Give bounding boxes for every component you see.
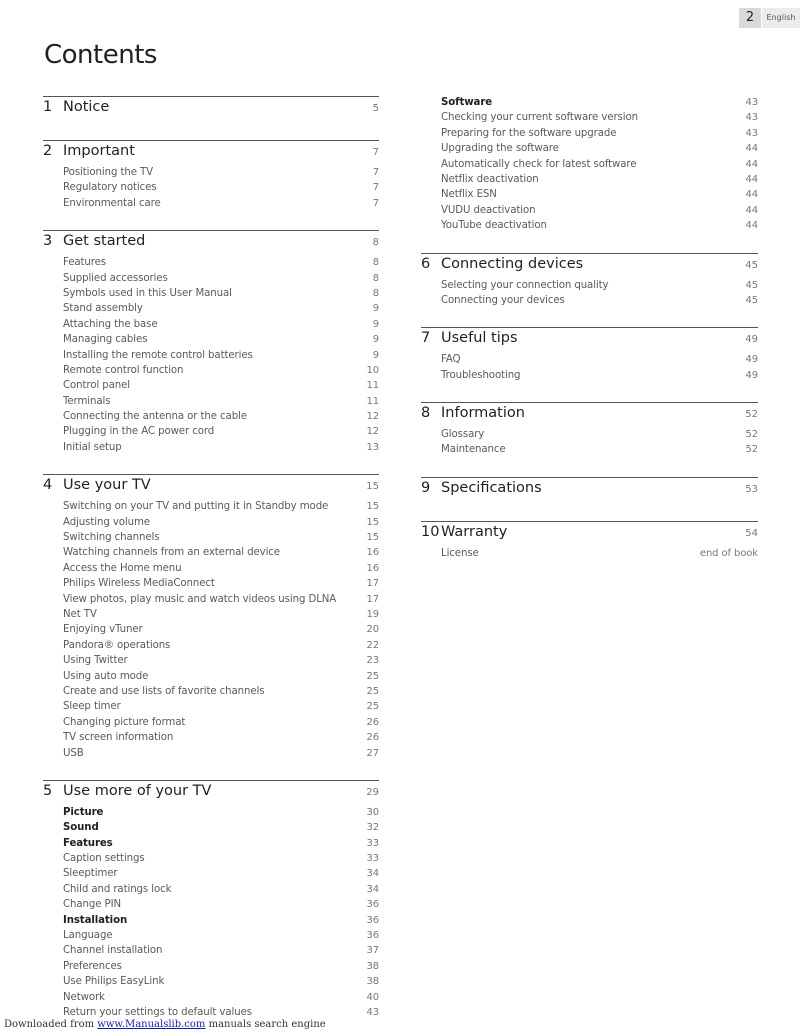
section-number: 10 [421, 523, 440, 540]
toc-entry-label: VUDU deactivation [441, 204, 536, 216]
toc-entry-page: 26 [366, 716, 379, 728]
section-number: 8 [421, 405, 431, 422]
toc-entry-label: FAQ [441, 354, 461, 366]
toc-entry-page: 10 [366, 364, 379, 376]
toc-entry[interactable] [43, 257, 379, 272]
toc-entry-page: 40 [366, 991, 379, 1003]
toc-entry-label: Change PIN [63, 899, 122, 911]
toc-entry-page: 8 [372, 257, 379, 269]
toc-entry-label: Stand assembly [63, 303, 143, 315]
toc-entry-page: 17 [366, 578, 379, 590]
toc-entry-page: 43 [366, 1006, 379, 1018]
toc-entry-page: 34 [366, 883, 379, 895]
toc-entry[interactable] [43, 350, 379, 365]
toc-entry[interactable] [43, 748, 379, 763]
toc-entry-page: 9 [372, 334, 379, 346]
toc-entry-label: Sleeptimer [63, 868, 118, 880]
toc-entry[interactable] [421, 143, 758, 158]
section-page: 7 [372, 147, 379, 158]
toc-entry-label: Use Philips EasyLink [63, 976, 165, 988]
toc-entry-label: Adjusting volume [63, 516, 150, 528]
toc-entry-label: Automatically check for latest software [441, 158, 637, 170]
toc-section-heading[interactable] [421, 256, 758, 280]
section-page: 45 [745, 259, 758, 271]
toc-entry-page: 9 [372, 303, 379, 315]
toc-entry[interactable] [421, 128, 758, 143]
toc-section-heading[interactable] [43, 99, 379, 123]
toc-entry-label: YouTube deactivation [441, 220, 547, 232]
toc-entry-label: Using auto mode [63, 670, 149, 682]
toc-section [421, 521, 758, 563]
footer-suffix: manuals search engine [205, 1019, 326, 1030]
section-number: 5 [43, 782, 53, 799]
toc-entry[interactable] [43, 930, 379, 945]
toc-entry[interactable] [43, 396, 379, 411]
toc-right-column [421, 97, 758, 563]
toc-entry-label: Managing cables [63, 334, 148, 346]
toc-entry[interactable] [43, 655, 379, 670]
toc-entry-label: Pandora® operations [63, 639, 171, 651]
toc-entry[interactable] [421, 220, 758, 235]
toc-entry-label: Control panel [63, 380, 131, 392]
toc-entry-label: Features [63, 837, 113, 849]
toc-entry[interactable] [421, 295, 758, 310]
toc-entry[interactable] [421, 280, 758, 295]
section-gap [43, 763, 379, 780]
toc-entry[interactable] [43, 624, 379, 639]
toc-entry[interactable] [43, 547, 379, 562]
toc-entry-page: 25 [366, 701, 379, 713]
toc-entry-label: Create and use lists of favorite channels [63, 685, 265, 697]
toc-entry-label: Child and ratings lock [63, 883, 172, 895]
toc-entry-page: 15 [366, 532, 379, 544]
toc-entry-label: Troubleshooting [441, 369, 521, 381]
toc-entry-label: Initial setup [63, 441, 122, 453]
toc-entry[interactable] [43, 807, 379, 822]
toc-entry-label: Remote control function [63, 364, 184, 376]
toc-entry-page: 44 [745, 189, 758, 201]
toc-entry-page: 32 [366, 822, 379, 834]
manualslib-link[interactable]: www.Manualslib.com [97, 1019, 206, 1030]
toc-entry[interactable] [43, 976, 379, 991]
toc-entry-page: 20 [366, 624, 379, 636]
toc-entry[interactable] [43, 915, 379, 930]
toc-entry-page: 23 [366, 655, 379, 667]
toc-entry-label: Channel installation [63, 945, 163, 957]
toc-section-heading[interactable] [43, 233, 379, 257]
toc-entry-label: Switching on your TV and putting it in Standby mode [63, 501, 329, 513]
toc-entry-page: 44 [745, 220, 758, 232]
toc-entry-page: 38 [366, 960, 379, 972]
toc-entry-page: 49 [745, 354, 758, 366]
toc-entry-page: 52 [745, 429, 758, 441]
section-gap [421, 385, 758, 402]
toc-entry[interactable] [43, 273, 379, 288]
toc-entry[interactable] [43, 992, 379, 1007]
section-number: 6 [421, 255, 431, 272]
toc-entry[interactable] [43, 182, 379, 197]
toc-entry[interactable] [43, 717, 379, 732]
toc-entry-page: 43 [745, 97, 758, 108]
page-title: Contents [44, 40, 157, 70]
toc-entry-page: 9 [372, 318, 379, 330]
section-title: Connecting devices [441, 255, 584, 272]
toc-entry-page: end of book [699, 547, 758, 559]
toc-entry-label: Supplied accessories [63, 272, 168, 284]
toc-entry[interactable] [43, 442, 379, 457]
toc-entry[interactable] [43, 365, 379, 380]
section-title: Warranty [441, 523, 508, 540]
toc-entry-label: Enjoying vTuner [63, 624, 143, 636]
toc-entry-label: Connecting your devices [441, 294, 565, 306]
toc-section-heading[interactable] [43, 783, 379, 807]
section-page: 15 [366, 481, 379, 493]
toc-entry-page: 38 [366, 976, 379, 988]
toc-entry-page: 16 [366, 547, 379, 559]
toc-section-heading[interactable] [421, 524, 758, 548]
toc-entry-page: 8 [372, 272, 379, 284]
toc-entry[interactable] [43, 319, 379, 334]
toc-entry-label: Selecting your connection quality [441, 279, 609, 291]
toc-entry[interactable] [43, 532, 379, 547]
language-label: English [762, 8, 800, 28]
toc-entry[interactable] [43, 167, 379, 182]
toc-entry-page: 36 [366, 899, 379, 911]
toc-entry[interactable] [421, 112, 758, 127]
toc-entry-page: 19 [366, 608, 379, 620]
toc-entry[interactable] [421, 444, 758, 459]
toc-section [43, 474, 379, 763]
toc-entry-page: 44 [745, 143, 758, 155]
toc-entry-label: Maintenance [441, 444, 506, 456]
toc-entry-page: 36 [366, 914, 379, 926]
toc-entry[interactable] [43, 609, 379, 624]
toc-entry-label: License [441, 547, 479, 559]
toc-entry[interactable] [43, 578, 379, 593]
section-gap [421, 236, 758, 253]
toc-entry[interactable] [43, 288, 379, 303]
toc-entry-page: 12 [366, 411, 379, 423]
toc-entry-page: 15 [366, 516, 379, 528]
toc-entry-label: Plugging in the AC power cord [63, 426, 215, 438]
toc-entry[interactable] [421, 159, 758, 174]
toc-section [421, 253, 758, 311]
toc-entry-label: Language [63, 930, 113, 942]
toc-entry-page: 26 [366, 732, 379, 744]
toc-entry[interactable] [421, 354, 758, 369]
toc-entry-page: 16 [366, 562, 379, 574]
toc-entry-label: Installing the remote control batteries [63, 349, 253, 361]
toc-entry-label: Sound [63, 822, 99, 834]
section-gap [43, 457, 379, 474]
toc-entry-label: Software [441, 97, 493, 108]
toc-entry-page: 8 [372, 287, 379, 299]
toc-entry-label: Glossary [441, 429, 485, 441]
section-title: Use your TV [63, 477, 151, 494]
toc-entry-label: Return your settings to default values [63, 1006, 252, 1018]
toc-entry-page: 33 [366, 853, 379, 865]
section-title: Specifications [441, 479, 542, 496]
toc-entry-page: 25 [366, 670, 379, 682]
toc-entry[interactable] [421, 205, 758, 220]
toc-entry-label: TV screen information [63, 732, 174, 744]
toc-entry-label: Netflix ESN [441, 189, 497, 201]
toc-entry[interactable] [43, 380, 379, 395]
toc-entry-label: Connecting the antenna or the cable [63, 411, 247, 423]
toc-entry[interactable] [43, 411, 379, 426]
section-page: 52 [745, 409, 758, 421]
toc-entry-page: 27 [366, 747, 379, 759]
section-number: 1 [43, 99, 53, 115]
toc-entry[interactable] [43, 671, 379, 686]
toc-section-heading[interactable] [43, 477, 379, 501]
toc-entry[interactable] [43, 945, 379, 960]
toc-entry[interactable] [43, 501, 379, 516]
toc-entry[interactable] [43, 198, 379, 213]
toc-entry-page: 7 [372, 197, 379, 209]
download-footer [4, 1019, 326, 1030]
section-gap [421, 310, 758, 327]
toc-entry-label: Network [63, 991, 105, 1003]
toc-entry-page: 15 [366, 501, 379, 513]
toc-entry-page: 13 [366, 441, 379, 453]
section-title: Important [63, 143, 135, 159]
toc-entry-label: USB [63, 747, 84, 759]
section-number: 2 [43, 143, 53, 159]
toc-section [421, 402, 758, 460]
toc-entry[interactable] [43, 701, 379, 716]
toc-entry-page: 30 [366, 806, 379, 818]
toc-entry-page: 43 [745, 127, 758, 139]
toc-entry-label: Checking your current software version [441, 112, 638, 124]
toc-entry-label: Upgrading the software [441, 143, 559, 155]
toc-entry[interactable] [421, 189, 758, 204]
section-title: Notice [63, 99, 110, 115]
toc-entry-label: Symbols used in this User Manual [63, 287, 232, 299]
toc-entry[interactable] [43, 686, 379, 701]
section-title: Useful tips [441, 330, 518, 347]
toc-entry[interactable] [43, 640, 379, 655]
toc-entry-label: Features [63, 257, 107, 269]
section-title: Use more of your TV [63, 782, 212, 799]
toc-entry-page: 12 [366, 426, 379, 438]
toc-entry-label: Positioning the TV [63, 167, 154, 178]
toc-entry[interactable] [43, 303, 379, 318]
toc-entry-page: 44 [745, 158, 758, 170]
toc-entry-page: 43 [745, 112, 758, 124]
toc-entry-page: 45 [745, 279, 758, 291]
toc-entry-page: 17 [366, 593, 379, 605]
toc-entry-page: 9 [372, 349, 379, 361]
toc-entry[interactable] [43, 426, 379, 441]
toc-entry-label: Attaching the base [63, 318, 158, 330]
section-number: 3 [43, 233, 53, 250]
toc-entry-page: 11 [366, 380, 379, 392]
toc-entry[interactable] [43, 732, 379, 747]
toc-entry-label: Terminals [63, 395, 111, 407]
section-title: Get started [63, 233, 146, 250]
toc-entry[interactable] [43, 334, 379, 349]
toc-section [43, 96, 379, 123]
section-number: 7 [421, 330, 431, 347]
toc-entry[interactable] [43, 822, 379, 837]
toc-entry[interactable] [421, 548, 758, 563]
toc-section [421, 327, 758, 385]
section-number: 4 [43, 477, 53, 494]
toc-entry-page: 37 [366, 945, 379, 957]
toc-entry-page: 52 [745, 444, 758, 456]
page-number: 2 [739, 8, 761, 28]
section-gap [421, 460, 758, 477]
toc-entry-label: Regulatory notices [63, 182, 157, 194]
toc-entry[interactable] [43, 594, 379, 609]
toc-entry[interactable] [43, 884, 379, 899]
toc-entry-label: Picture [63, 806, 104, 818]
toc-entry-page: 11 [366, 395, 379, 407]
toc-entry-page: 7 [372, 167, 379, 178]
toc-entry-page: 45 [745, 294, 758, 306]
toc-entry-label: Net TV [63, 608, 97, 620]
toc-entry[interactable] [421, 370, 758, 385]
toc-section [43, 140, 379, 213]
toc-entry[interactable] [43, 517, 379, 532]
section-page: 5 [372, 103, 379, 114]
toc-entry-page: 7 [372, 182, 379, 194]
toc-left-column [43, 96, 379, 1022]
toc-entry-label: Switching channels [63, 532, 160, 544]
toc-entry-label: Sleep timer [63, 701, 121, 713]
toc-section-heading[interactable] [421, 405, 758, 429]
toc-entry-page: 36 [366, 930, 379, 942]
toc-entry-page: 49 [745, 369, 758, 381]
toc-entry[interactable] [421, 97, 758, 112]
section-page: 29 [366, 786, 379, 798]
toc-entry-page: 34 [366, 868, 379, 880]
toc-section-heading[interactable] [43, 143, 379, 167]
toc-section [43, 780, 379, 1022]
toc-section-heading[interactable] [421, 480, 758, 504]
toc-entry-page: 44 [745, 173, 758, 185]
toc-entry-label: Preparing for the software upgrade [441, 127, 617, 139]
toc-section [43, 230, 379, 457]
toc-entry[interactable] [43, 868, 379, 883]
section-page: 54 [745, 527, 758, 539]
toc-entry[interactable] [421, 174, 758, 189]
toc-entry-label: Philips Wireless MediaConnect [63, 578, 215, 590]
section-page: 53 [745, 483, 758, 495]
section-gap [421, 504, 758, 521]
toc-entry[interactable] [43, 853, 379, 868]
toc-entry-page: 25 [366, 685, 379, 697]
toc-entry-label: Netflix deactivation [441, 173, 539, 185]
toc-entry-label: Watching channels from an external device [63, 547, 280, 559]
toc-entry-label: Environmental care [63, 197, 161, 209]
toc-entry-page: 22 [366, 639, 379, 651]
toc-entry[interactable] [43, 563, 379, 578]
toc-section-heading[interactable] [421, 330, 758, 354]
section-number: 9 [421, 479, 431, 496]
section-gap [43, 213, 379, 230]
toc-entry[interactable] [43, 961, 379, 976]
toc-entry[interactable] [421, 429, 758, 444]
toc-entry-label: Preferences [63, 960, 122, 972]
toc-entry-label: View photos, play music and watch videos using DLNA [63, 593, 337, 605]
toc-entry[interactable] [43, 838, 379, 853]
toc-entry-label: Access the Home menu [63, 562, 182, 574]
toc-entry-label: Using Twitter [63, 655, 128, 667]
toc-entry-label: Installation [63, 914, 128, 926]
section-title: Information [441, 405, 525, 422]
toc-entry[interactable] [43, 899, 379, 914]
section-page: 49 [745, 334, 758, 346]
toc-section [421, 477, 758, 504]
toc-entry-label: Caption settings [63, 853, 145, 865]
toc-entry-label: Changing picture format [63, 716, 186, 728]
toc-entry-page: 33 [366, 837, 379, 849]
footer-prefix: Downloaded from [4, 1019, 98, 1030]
toc-entry-page: 44 [745, 204, 758, 216]
section-page: 8 [372, 237, 379, 249]
section-gap [43, 123, 379, 140]
